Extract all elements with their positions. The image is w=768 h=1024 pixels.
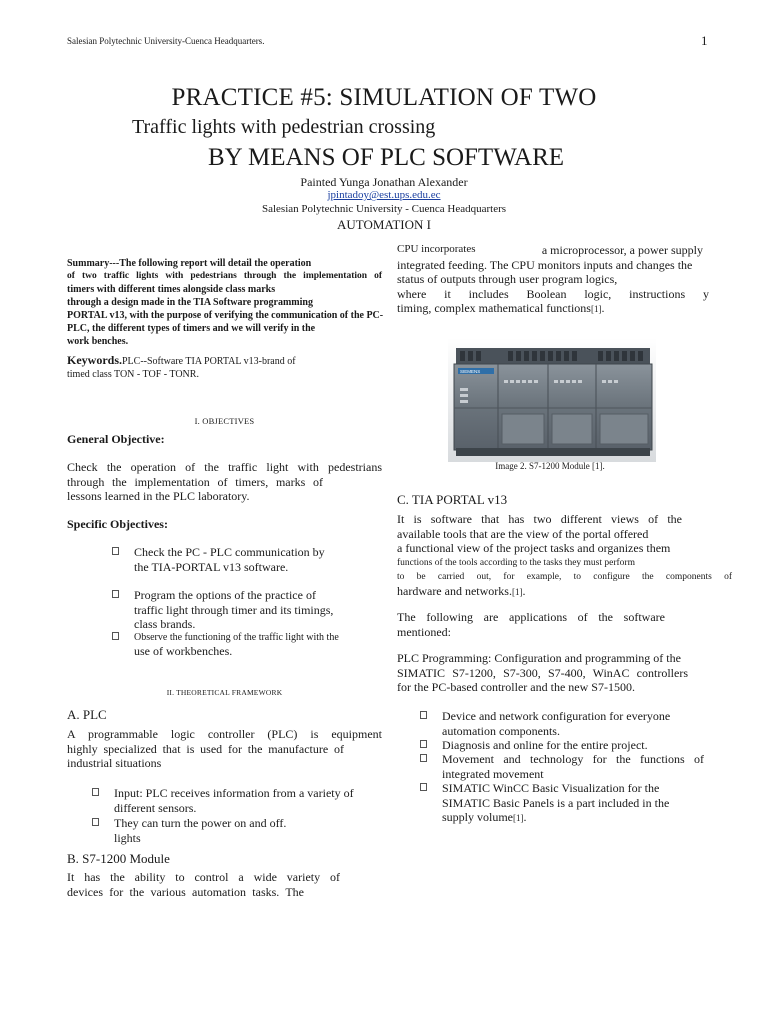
- keywords: [67, 353, 382, 381]
- abstract-line: PORTAL v13, with the purpose of verifying the communication of the PC-: [67, 310, 384, 321]
- text-line: Diagnosis and online for the entire project.: [442, 738, 648, 752]
- specific-objectives-heading: Specific Objectives:: [67, 517, 168, 531]
- text-line: It has the ability to control a wide variety of: [67, 870, 340, 884]
- bullet-square-icon: [420, 740, 427, 748]
- text-line: They can turn the power on and off.: [114, 816, 287, 830]
- specific-objective-3: [112, 630, 382, 659]
- section-heading-framework: II. THEORETICAL FRAMEWORK: [166, 688, 283, 697]
- abstract-line: of two traffic lights with pedestrians through the implementation of: [67, 271, 382, 281]
- abstract-line: Summary---The following report will detail the operation: [67, 258, 312, 269]
- text-line: a functional view of the project tasks and organizes them: [397, 541, 671, 555]
- text-line: use of workbenches.: [134, 644, 233, 658]
- abstract-line: through a design made in the TIA Software programming: [67, 297, 313, 308]
- author-affiliation: Salesian Polytechnic University - Cuenca Headquarters: [261, 203, 507, 215]
- text-line: Input: PLC receives information from a variety of: [114, 786, 354, 800]
- bullet-square-icon: [420, 754, 427, 762]
- text-line: functions of the tools according to the tasks they must perform: [397, 557, 635, 568]
- text-line: to be carried out, for example, to configure the components of: [397, 571, 732, 582]
- text-line: class brands.: [134, 617, 196, 631]
- keywords-text: PLC--Software TIA PORTAL v13-brand of: [122, 356, 296, 367]
- section-heading-objectives: I. OBJECTIVES: [194, 416, 255, 426]
- s7-1200-module-image: [448, 338, 656, 462]
- plc-bullet-1: [92, 786, 382, 815]
- bullet-square-icon: [420, 711, 427, 719]
- text-line: It is software that has two different views of the: [397, 512, 682, 526]
- text-line: A programmable logic controller (PLC) is equipment: [67, 727, 382, 741]
- cpu-paragraph: CPU incorporates a microprocessor, a power supply integrated feeding. The CPU monitors inputs and changes the status of outputs through user program logics, where it includes Boolean logic, instructions y timing, complex mathematical functions[1].: [397, 243, 709, 315]
- text-line: a microprocessor, a power supply: [541, 243, 703, 257]
- text-line: Movement and technology for the functions of: [442, 752, 704, 766]
- text-line: devices for the various automation tasks. The: [67, 884, 304, 899]
- text-line: mentioned:: [397, 624, 451, 639]
- abstract: [67, 257, 382, 348]
- author-name: Painted Yunga Jonathan Alexander: [300, 175, 468, 189]
- bullet-square-icon: [112, 590, 119, 598]
- text-line: supply volume: [442, 810, 513, 824]
- keywords-label: Keywords.: [67, 353, 122, 367]
- author-email-link[interactable]: jpintadoy@est.ups.edu.ec: [327, 189, 441, 201]
- keywords-text: timed class TON - TOF - TONR.: [67, 369, 199, 380]
- text-line: SIMATIC Basic Panels is a part included in the: [442, 795, 670, 810]
- image-caption: Image 2. S7-1200 Module [1].: [495, 461, 605, 471]
- plc-paragraph: [67, 727, 382, 771]
- text-line: Device and network configuration for everyone: [442, 709, 671, 723]
- course-name: AUTOMATION I: [336, 217, 431, 232]
- citation: [1]: [511, 586, 523, 597]
- tia-paragraph: It is software that has two different views of the available tools that are the view of the portal offered a functional view of the project tasks and organizes them functions of the tools according to the tasks they must perform to be carried out, for example, to configure the components of hardware and networks.[1].: [397, 512, 732, 598]
- plc-programming-paragraph: [397, 651, 703, 695]
- siemens-logo-text: SIEMENS: [460, 369, 481, 374]
- applications-intro: [397, 610, 703, 639]
- general-objective-text: [67, 460, 382, 504]
- citation: [1]: [513, 813, 524, 823]
- tia-feature-4: SIMATIC WinCC Basic Visualization for the SIMATIC Basic Panels is a part included in the supply volume[1].: [420, 781, 704, 826]
- text-line: available tools that are the view of the portal offered: [397, 526, 649, 541]
- paper-title-line-1: PRACTICE #5: SIMULATION OF TWO: [171, 84, 597, 111]
- text-line: integrated movement: [442, 766, 544, 781]
- text-line: SIMATIC S7-1200, S7-300, S7-400, WinAC controllers: [397, 665, 688, 680]
- paper-title-line-3: BY MEANS OF PLC SOFTWARE: [207, 144, 565, 171]
- text-line: industrial situations: [67, 756, 162, 770]
- paper-title-line-2: Traffic lights with pedestrian crossing: [132, 116, 436, 138]
- s7-paragraph: [67, 870, 340, 899]
- abstract-line: PLC, the different types of timers and we will verify in the: [67, 323, 316, 334]
- tia-feature-2: [420, 738, 704, 753]
- text-line: hardware and networks.: [397, 583, 512, 598]
- subsection-heading-s7-1200: B. S7-1200 Module: [67, 851, 170, 866]
- bullet-square-icon: [92, 788, 99, 796]
- general-objective-heading: General Objective:: [67, 432, 165, 446]
- running-header: Salesian Polytechnic University-Cuenca Headquarters.: [67, 36, 265, 46]
- page-number: 1: [701, 33, 708, 48]
- bullet-square-icon: [112, 547, 119, 555]
- text-line: different sensors.: [114, 800, 197, 815]
- text-line: traffic light through timer and its timings,: [134, 602, 334, 617]
- abstract-line: timers with different times alongside class marks: [67, 284, 276, 295]
- text-line: timing, complex mathematical functions: [397, 301, 591, 315]
- text-line: Check the PC - PLC communication by: [134, 545, 325, 559]
- text-line: integrated feeding. The CPU monitors inputs and changes the: [397, 257, 693, 272]
- text-line: where it includes Boolean logic, instructions y: [397, 286, 709, 301]
- tia-feature-1: [420, 709, 704, 738]
- bullet-square-icon: [112, 632, 119, 640]
- text-line: automation components.: [442, 723, 560, 738]
- specific-objective-2: [112, 588, 372, 632]
- text-line: lessons learned in the PLC laboratory.: [67, 489, 250, 503]
- text-line: PLC Programming: Configuration and programming of the: [397, 651, 681, 665]
- subsection-heading-plc: A. PLC: [67, 707, 107, 722]
- plc-bullet-2: [92, 816, 382, 845]
- subsection-heading-tia-portal: C. TIA PORTAL v13: [397, 492, 508, 507]
- text-line: Program the options of the practice of: [134, 588, 316, 602]
- bullet-square-icon: [420, 783, 427, 791]
- text-line: Observe the functioning of the traffic light with the: [134, 632, 339, 643]
- text-line: through the implementation of timers, marks of: [67, 474, 323, 489]
- text-line: Check the operation of the traffic light with pedestrians: [67, 460, 382, 474]
- specific-objective-1: [112, 545, 372, 574]
- abstract-line: work benches.: [67, 336, 129, 347]
- text-line: the TIA-PORTAL v13 software.: [134, 559, 289, 574]
- bullet-square-icon: [92, 818, 99, 826]
- text-line: CPU incorporates: [397, 243, 476, 255]
- author-email[interactable]: [0, 189, 768, 201]
- text-line: highly specialized that is used for the manufacture of: [67, 741, 344, 756]
- text-line: SIMATIC WinCC Basic Visualization for the: [442, 781, 660, 795]
- tia-feature-3: [420, 752, 704, 781]
- text-line: status of outputs through user program logics,: [397, 272, 618, 286]
- text-line: The following are applications of the software: [397, 610, 665, 624]
- text-line: lights: [114, 830, 141, 845]
- text-line: for the PC-based controller and the new S7-1500.: [397, 680, 635, 694]
- citation: [1]: [590, 304, 602, 314]
